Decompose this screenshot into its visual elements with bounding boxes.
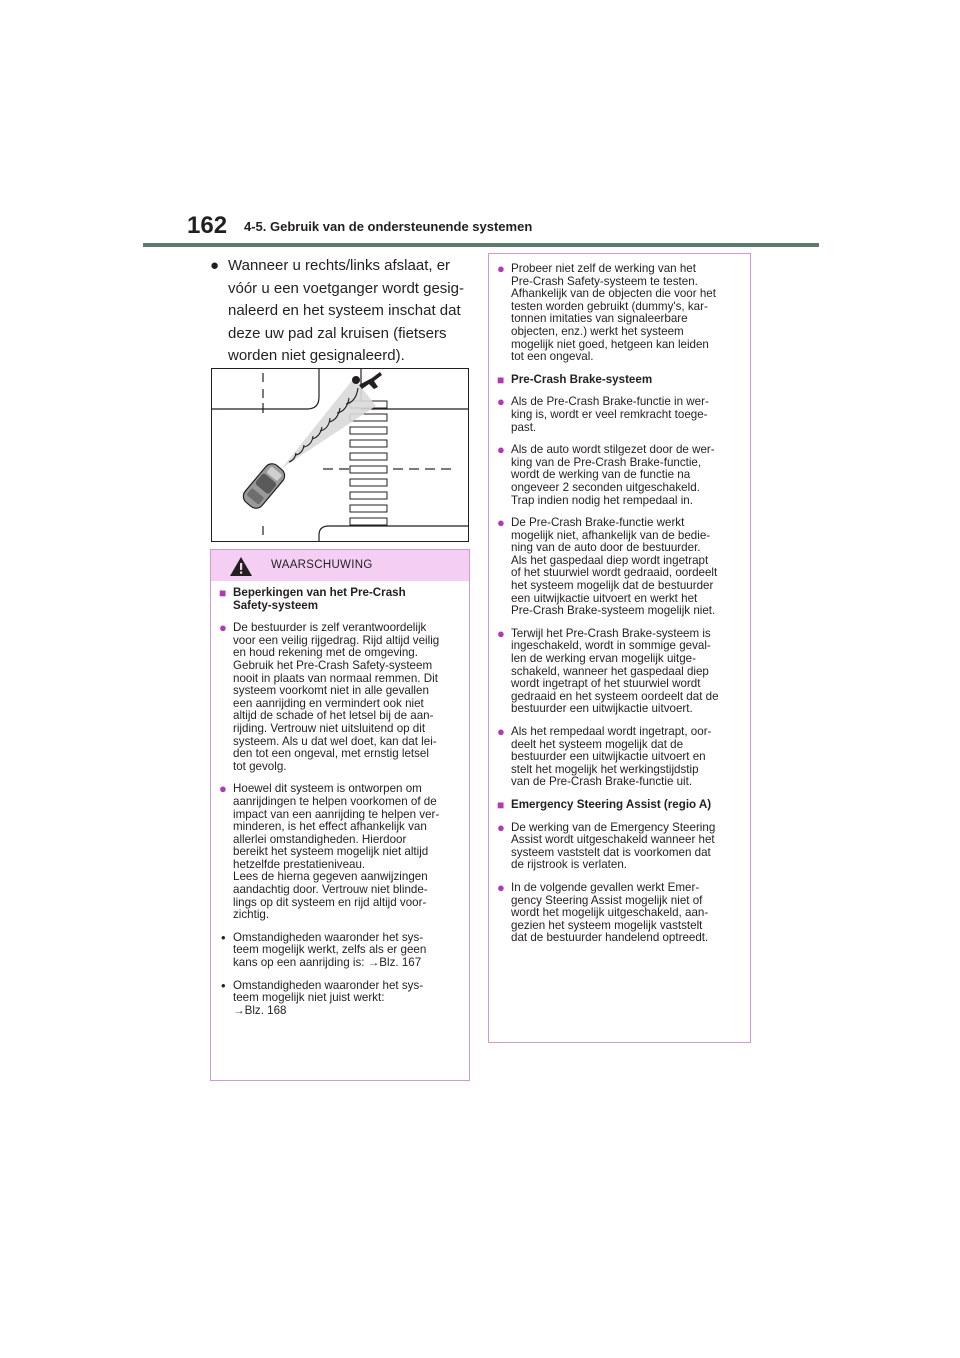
- text-line: zichtig.: [233, 908, 270, 922]
- warning-heading: [215, 587, 461, 612]
- text-line: gezien het systeem mogelijk vaststelt: [511, 918, 703, 932]
- circle-bullet-icon: ●: [497, 879, 505, 895]
- square-bullet-icon: ■: [497, 372, 505, 387]
- warning-body: [211, 581, 469, 1017]
- crosswalk-stripes: [350, 401, 387, 525]
- circle-bullet-icon: ●: [219, 781, 227, 797]
- pre-crash-brake-heading: [493, 374, 742, 387]
- lead-text: [228, 255, 470, 368]
- dot-bullet-icon: •: [221, 977, 226, 993]
- warning-triangle-icon: [229, 556, 253, 577]
- lead-line: worden niet gesignaleerd).: [228, 347, 405, 364]
- warning-header: [211, 550, 469, 581]
- page-reference: →Blz. 168: [233, 1003, 287, 1017]
- lead-paragraph: [208, 255, 470, 368]
- warning-item: [493, 517, 742, 618]
- text-line: het systeem mogelijk dat de bestuurder: [511, 579, 714, 593]
- text-line: nooit in plaats van normaal remmen. Dit: [233, 671, 438, 685]
- text-line: rijding. Vertrouw niet uitsluitend op dit: [233, 721, 426, 735]
- text-line: Als de auto wordt stilgezet door de wer-: [511, 443, 715, 457]
- square-bullet-icon: ■: [219, 586, 227, 600]
- warning-item: [493, 819, 742, 872]
- lead-line: deze uw pad zal kruisen (fietsers: [228, 324, 447, 342]
- text-line: hetzelfde prestatieniveau.: [233, 857, 366, 871]
- lead-line: naleerd en het systeem inschat dat: [228, 302, 461, 319]
- text-line: objecten, enz.) werkt het systeem: [511, 324, 684, 338]
- warning-continued-body: [489, 254, 750, 945]
- text-line: systeem vaststelt dat is voorkomen dat: [511, 845, 711, 859]
- circle-bullet-icon: ●: [497, 394, 505, 410]
- text-line: mogelijk niet, afhankelijk van de bedie-: [511, 528, 711, 542]
- text-line: bestuurder een uitwijkactie uitvoert en: [511, 750, 706, 764]
- text-line: systeem voorkomt niet in alle gevallen: [233, 684, 429, 698]
- emergency-steering-heading: [493, 799, 742, 812]
- text-line: impact van een aanrijding te helpen ver-: [233, 807, 440, 821]
- crosswalk-illustration: [211, 368, 469, 542]
- text-line: len de werking ervan mogelijk uitge-: [511, 652, 696, 666]
- road-edge-bottom: [319, 526, 468, 541]
- warning-item: [215, 622, 461, 773]
- text-line: testen worden gebruikt (dummy's, kar-: [511, 299, 708, 313]
- text-line: In de volgende gevallen werkt Emer-: [511, 880, 700, 894]
- text-line: past.: [511, 420, 537, 434]
- text-line: De bestuurder is zelf verantwoordelijk: [233, 621, 427, 635]
- text-line: De Pre-Crash Brake-functie werkt: [511, 516, 685, 530]
- text-line: Terwijl het Pre-Crash Brake-systeem is: [511, 626, 711, 640]
- warning-item: [493, 444, 742, 507]
- square-bullet-icon: ■: [497, 797, 505, 812]
- text-line: dat de bestuurder handelend optreedt.: [511, 931, 709, 945]
- text-line: gedraaid en het systeem oordeelt dat de: [511, 689, 719, 703]
- text-line: schakeld, wanneer het gaspedaal diep: [511, 664, 709, 678]
- circle-bullet-icon: ●: [497, 442, 505, 458]
- road-edge-left: [212, 369, 319, 409]
- text-line: Probeer niet zelf de werking van het: [511, 262, 696, 275]
- warning-subitem: [215, 929, 461, 970]
- text-line: Omstandigheden waaronder het sys-: [233, 930, 424, 944]
- text-line: systeem. Als u dat wel doet, kan dat lei-: [233, 734, 437, 748]
- text-line: of het stuurwiel wordt gedraaid, oordeelt: [511, 566, 718, 580]
- text-line: tonnen imitaties van signaleerbare: [511, 312, 688, 326]
- text-line: bestuurder een uitwijkactie uitvoert.: [511, 702, 693, 716]
- text-line: Gebruik het Pre-Crash Safety-systeem: [233, 658, 433, 672]
- text-line: Als het rempedaal wordt ingetrapt, oor-: [511, 725, 712, 738]
- circle-bullet-icon: ●: [497, 625, 505, 641]
- text-line: teem mogelijk niet juist werkt:: [233, 991, 385, 1005]
- warning-box: [210, 549, 470, 1081]
- warning-item: [493, 263, 742, 364]
- lead-line: Wanneer u rechts/links afslaat, er: [228, 257, 451, 274]
- warning-item: [493, 396, 742, 434]
- text-line: Als het gaspedaal diep wordt ingetrapt: [511, 553, 709, 567]
- text-line: Lees de hierna gegeven aanwijzingen: [233, 870, 428, 884]
- warning-item: [493, 879, 742, 945]
- text-line: een uitwijkactie uitvoert en werkt het: [511, 591, 698, 605]
- text-line: ingeschakeld, wordt in sommige geval-: [511, 639, 711, 653]
- warning-item: [493, 625, 742, 716]
- text-line: minderen, is het effect afhankelijk van: [233, 820, 427, 834]
- text-line: tot een ongeval.: [511, 350, 594, 364]
- text-line: ongeveer 2 seconden uitgeschakeld.: [511, 480, 700, 494]
- dot-bullet-icon: •: [221, 929, 226, 945]
- warning-item: [215, 783, 461, 922]
- text-line: Pre-Crash Brake-systeem mogelijk niet.: [511, 604, 716, 618]
- crosswalk-svg: [212, 369, 468, 541]
- text-line: wordt de werking van de functie na: [511, 468, 691, 482]
- text-line: gency Steering Assist mogelijk niet of: [511, 893, 703, 907]
- header-rule: [143, 243, 819, 247]
- section-title: 4-5. Gebruik van de ondersteunende systemen: [244, 219, 533, 234]
- text-line: Safety-systeem: [233, 598, 319, 612]
- text-line: king is, wordt er veel remkracht toege-: [511, 407, 708, 421]
- text-line: ning van de auto door de bestuurder.: [511, 541, 701, 555]
- text-line: altijd de schade of het letsel bij de aan-: [233, 709, 434, 723]
- car-icon: [240, 461, 288, 512]
- page-number: 162: [187, 212, 228, 239]
- text-line: en houd rekening met de omgeving.: [233, 646, 418, 660]
- text-line: Als de Pre-Crash Brake-functie in wer-: [511, 395, 709, 409]
- text-line: de rijstrook is verlaten.: [511, 858, 627, 872]
- page-reference: kans op een aanrijding is: →Blz. 167: [233, 956, 422, 970]
- text-line: Beperkingen van het Pre-Crash: [233, 586, 406, 599]
- text-line: aanrijdingen te helpen voorkomen of de: [233, 794, 437, 808]
- circle-bullet-icon: ●: [497, 261, 505, 276]
- text-line: Assist wordt uitgeschakeld wanneer het: [511, 833, 715, 847]
- text-line: voor een veilig rijgedrag. Rijd altijd veilig: [233, 633, 440, 647]
- lead-bullet: ●: [210, 257, 220, 274]
- text-line: Emergency Steering Assist (regio A): [511, 797, 712, 811]
- circle-bullet-icon: ●: [497, 515, 505, 531]
- text-line: teem mogelijk werkt, zelfs als er geen: [233, 943, 427, 957]
- text-line: wordt ingetrapt of het stuurwiel wordt: [511, 677, 701, 691]
- text-line: mogelijk niet goed, hetgeen kan leiden: [511, 337, 709, 351]
- text-line: Pre-Crash Brake-systeem: [511, 372, 653, 386]
- text-line: Trap indien nodig het rempedaal in.: [511, 493, 693, 507]
- text-line: king van de Pre-Crash Brake-functie,: [511, 455, 702, 469]
- text-line: van de Pre-Crash Brake-functie uit.: [511, 775, 693, 789]
- text-line: wordt het mogelijk uitgeschakeld, aan-: [511, 906, 709, 920]
- text-line: Omstandigheden waaronder het sys-: [233, 978, 424, 992]
- text-line: De werking van de Emergency Steering: [511, 820, 716, 834]
- lead-line: vóór u een voetganger wordt gesig-: [228, 279, 464, 297]
- text-line: Pre-Crash Safety-systeem te testen.: [511, 274, 698, 288]
- text-line: deelt het systeem mogelijk dat de: [511, 737, 684, 751]
- circle-bullet-icon: ●: [497, 819, 505, 835]
- circle-bullet-icon: ●: [497, 724, 505, 739]
- warning-subitem: [215, 977, 461, 1018]
- warning-title: WAARSCHUWING: [271, 559, 373, 571]
- circle-bullet-icon: ●: [219, 620, 227, 636]
- text-line: allerlei omstandigheden. Hierdoor: [233, 832, 407, 846]
- text-line: een aanrijding en vermindert ook niet: [233, 696, 424, 710]
- text-line: aandachtig door. Vertrouw niet blinde-: [233, 883, 428, 897]
- text-line: tot gevolg.: [233, 759, 287, 773]
- warning-item: [493, 726, 742, 789]
- text-line: den tot een ongeval, met ernstig letsel: [233, 747, 429, 761]
- text-line: bereikt het systeem mogelijk niet altijd: [233, 845, 429, 859]
- text-line: stelt het mogelijk het werkingstijdstip: [511, 762, 699, 776]
- text-line: Afhankelijk van de objecten die voor het: [511, 287, 716, 301]
- text-line: lings op dit systeem en rijd altijd voor-: [233, 895, 427, 909]
- warning-box-continued: [488, 253, 751, 1043]
- text-line: Hoewel dit systeem is ontworpen om: [233, 782, 422, 796]
